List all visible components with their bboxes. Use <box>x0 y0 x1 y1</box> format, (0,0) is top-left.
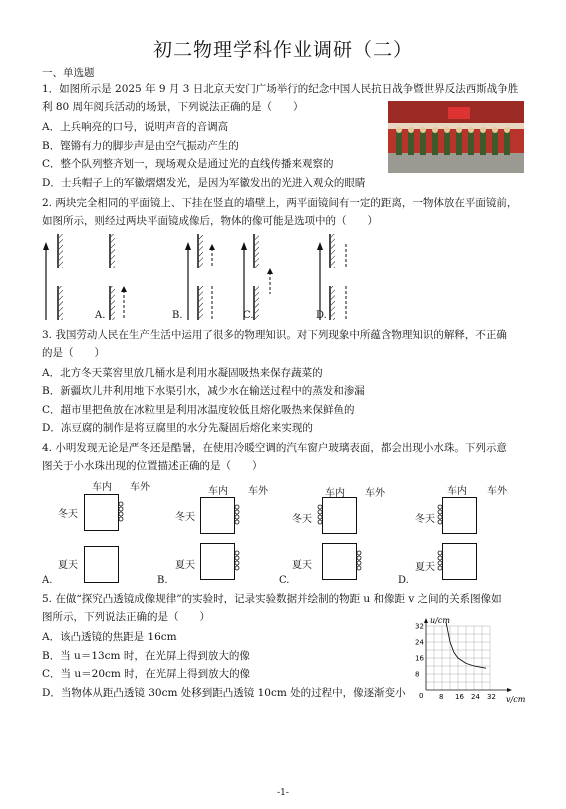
q2-label-a: A. <box>95 310 106 321</box>
q1-option-a: A．上兵响亮的口号，说明声音的音调高 <box>42 121 229 133</box>
section-heading: 一、单选题 <box>42 67 95 79</box>
q4-b-summer-label: 夏天 <box>175 560 195 571</box>
q2-label-d: D. <box>316 310 327 321</box>
q4-label-d: D. <box>398 575 409 586</box>
q2-original-setup <box>43 234 63 320</box>
q2-label-c: C. <box>243 310 254 321</box>
x-tick-label: 32 <box>487 693 496 701</box>
q2-option-c-figure <box>241 234 273 320</box>
q4-d-diagram <box>438 497 484 591</box>
q4-c-outside-label: 车外 <box>365 488 385 499</box>
parade-photo <box>388 101 524 173</box>
page-title: 初二物理学科作业调研（二） <box>152 39 413 61</box>
q4-d-winter-label: 冬天 <box>415 514 435 525</box>
q4-label-a: A. <box>42 575 53 586</box>
q4-stem-line1: 4. 小明发现无论是严冬还是酷暑，在使用冷暖空调的汽车窗户玻璃表面，都会出现小水珠。下列示意 <box>42 442 507 454</box>
q4-d-summer-label: 夏天 <box>415 562 435 573</box>
y-tick-label: 24 <box>415 638 424 647</box>
q4-c-diagram <box>318 497 364 591</box>
y-axis-arrow <box>424 618 428 623</box>
q5-option-d: D．当物体从距凸透镜 30cm 处移到距凸透镜 10cm 处的过程中，像逐渐变小 <box>42 687 406 699</box>
q2-option-d-figure <box>317 234 346 320</box>
q5-option-b: B．当 u＝13cm 时，在光屏上得到放大的像 <box>42 650 250 662</box>
q3-option-c: C．超市里把鱼放在冰粒里是利用冰温度较低且熔化吸热来保鲜鱼的 <box>42 404 355 416</box>
x-tick-label: 24 <box>471 693 480 701</box>
q4-a-summer-label: 夏天 <box>58 560 78 571</box>
q5-option-c: C．当 u＝20cm 时，在光屏上得到放大的像 <box>42 668 251 680</box>
q4-b-outside-label: 车外 <box>248 486 268 497</box>
q4-a-winter-label: 冬天 <box>58 509 78 520</box>
origin-label: 0 <box>419 692 424 700</box>
q4-d-outside-label: 车外 <box>487 486 507 497</box>
q4-a-inside-label: 车内 <box>92 482 112 493</box>
q1-option-c: C．整个队列整齐划一，现场观众是通过光的直线传播来观察的 <box>42 158 334 170</box>
q4-b-winter-label: 冬天 <box>175 512 195 523</box>
chart-ticks <box>415 623 496 702</box>
q2-stem-line1: 2. 两块完全相同的平面镜上、下挂在竖直的墙壁上，两平面镜间有一定的距离，一物体放在平面镜前， <box>42 197 518 209</box>
q4-label-c: C. <box>279 575 290 586</box>
q4-a-diagram <box>84 494 130 588</box>
q3-option-b: B．新疆坎儿井利用地下水渠引水，减少水在输送过程中的蒸发和渗漏 <box>42 385 365 397</box>
q4-label-b: B. <box>157 575 168 586</box>
page-number: -1- <box>277 788 289 798</box>
q4-a-outside-label: 车外 <box>130 482 150 493</box>
q5-stem-line1: 5. 在做“探究凸透镜成像规律”的实验时，记录实验数据并绘制的物距 u 和像距 v 之间的关系图像如 <box>42 593 502 605</box>
q2-label-b: B. <box>172 310 183 321</box>
q3-option-a: A．北方冬天菜窖里放几桶水是利用水凝固吸热来保存蔬菜的 <box>42 367 323 379</box>
q1-option-b: B．铿锵有力的脚步声是由空气振动产生的 <box>42 140 239 152</box>
y-tick-label: 8 <box>415 670 420 679</box>
uv-chart <box>406 614 526 706</box>
q4-c-winter-label: 冬天 <box>292 514 312 525</box>
q4-b-diagram <box>200 497 246 591</box>
q2-stem-line2: 如图所示，则经过两块平面镜成像后，物体的像可能是选项中的（ ） <box>42 215 378 227</box>
q4-c-summer-label: 夏天 <box>292 560 312 571</box>
q4-c-inside-label: 车内 <box>325 488 345 499</box>
y-axis-label: u/cm <box>430 616 450 625</box>
x-axis-label: v/cm <box>506 695 526 704</box>
x-tick-label: 8 <box>439 693 444 701</box>
q2-option-b-figure <box>185 234 215 320</box>
q1-stem-line1: 1．如图所示是 2025 年 9 月 3 日北京天安门广场举行的纪念中国人民抗日战争暨世界反法西斯战争胜 <box>42 83 519 95</box>
x-tick-label: 16 <box>455 693 464 701</box>
y-tick-label: 32 <box>415 622 424 631</box>
x-axis-arrow <box>507 688 512 692</box>
q3-option-d: D．冻豆腐的制作是将豆腐里的水分先凝固后熔化来实现的 <box>42 422 313 434</box>
q1-stem-line2: 利 80 周年阅兵活动的场景，下列说法正确的是（ ） <box>42 101 304 113</box>
q3-stem-line1: 3. 我国劳动人民在生产生活中运用了很多的物理知识。对下列现象中所蕴含物理知识的解释，不正确 <box>42 329 507 341</box>
q5-option-a: A．该凸透镜的焦距是 16cm <box>42 631 177 643</box>
q2-option-a-figure <box>110 234 127 320</box>
q4-d-inside-label: 车内 <box>447 486 467 497</box>
q4-b-inside-label: 车内 <box>208 486 228 497</box>
q1-option-d: D．士兵帽子上的军徽熠熠发光，是因为军徽发出的光进入观众的眼睛 <box>42 177 366 189</box>
q4-stem-line2: 图关于小水珠出现的位置描述正确的是（ ） <box>42 460 263 472</box>
y-tick-label: 16 <box>415 654 424 663</box>
q3-stem-line2: 的是（ ） <box>42 347 105 359</box>
q5-stem-line2: 图所示，下列说法正确的是（ ） <box>42 611 210 623</box>
